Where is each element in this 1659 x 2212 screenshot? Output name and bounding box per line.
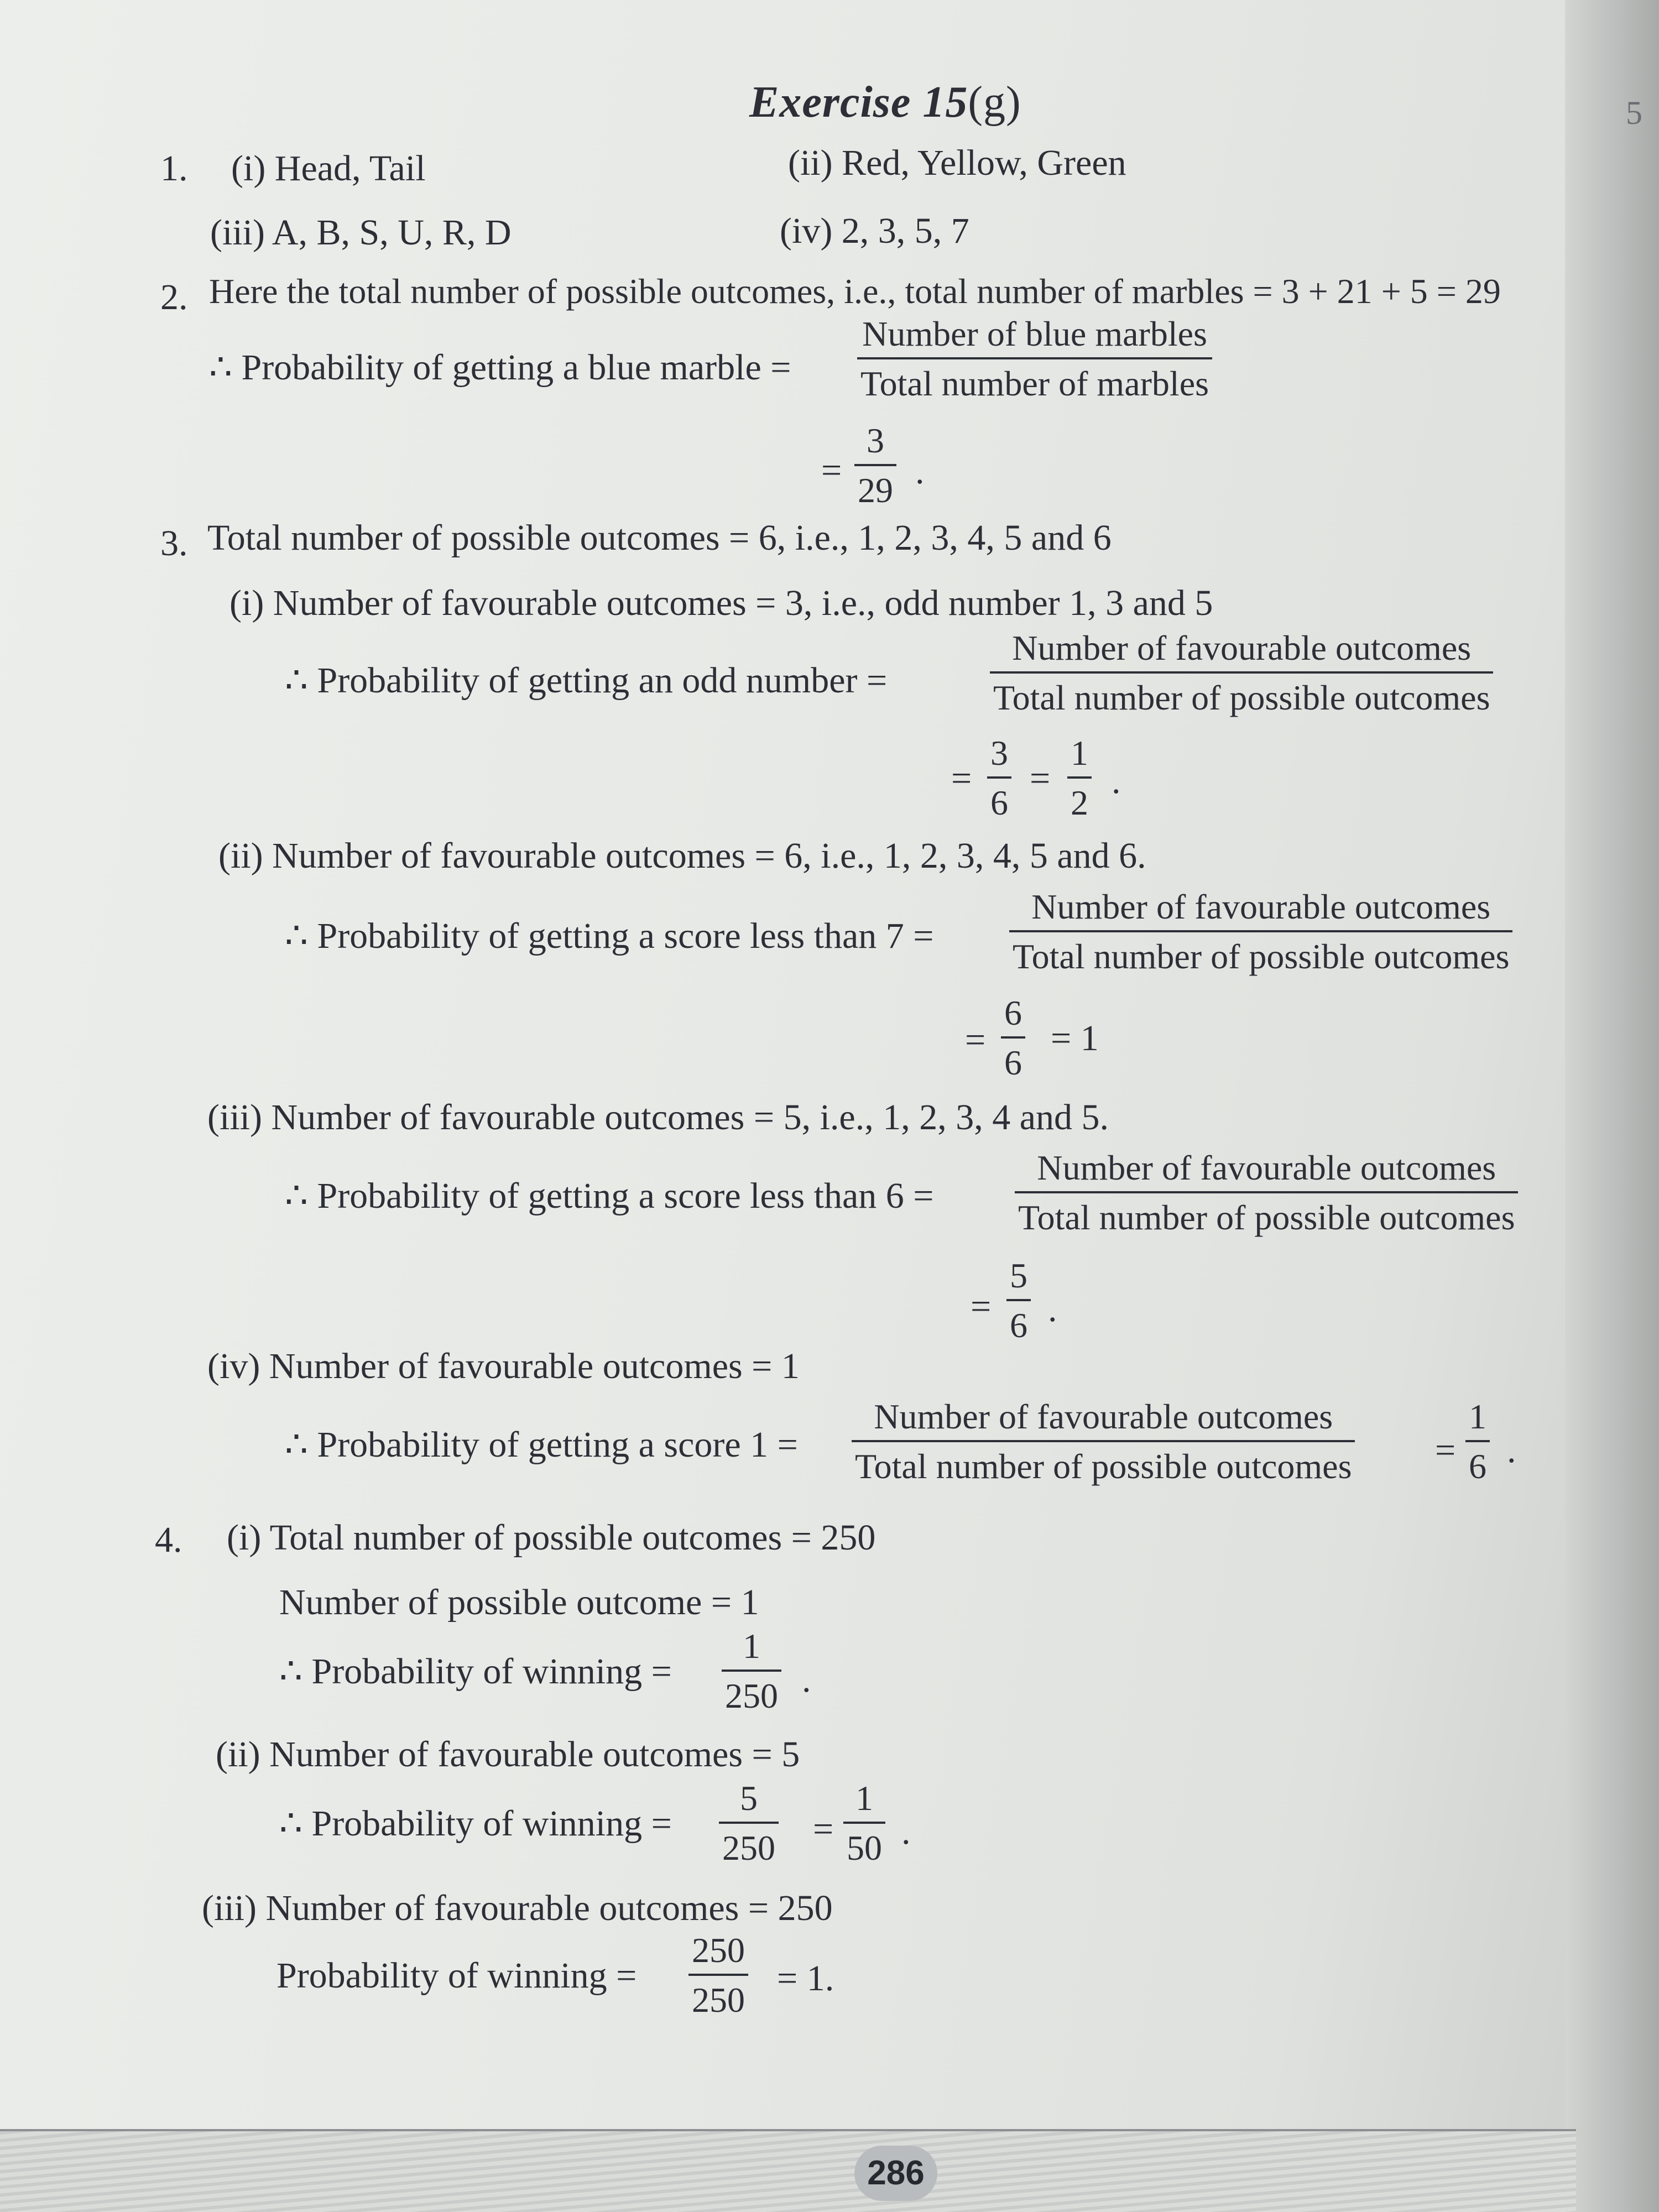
q3-i-fraction-den: Total number of possible outcomes — [993, 678, 1490, 717]
q3-iv-result-den: 6 — [1469, 1447, 1486, 1486]
q4-iii-prob-label: Probability of winning = — [276, 1955, 637, 1996]
q3-i-result1-num: 3 — [990, 733, 1008, 773]
q3-ii-result-end: = 1 — [1051, 1018, 1099, 1058]
q4-ii-period: . — [901, 1812, 911, 1852]
q4-ii-line: (ii) Number of favourable outcomes = 5 — [216, 1734, 800, 1775]
q3-iv-result-num: 1 — [1469, 1397, 1486, 1436]
q2-fraction-blue-den: Total number of marbles — [860, 364, 1209, 403]
q3-i-result1 — [987, 735, 1011, 821]
q3-number: 3. — [160, 523, 188, 564]
q3-line1: Total number of possible outcomes = 6, i.e., 1, 2, 3, 4, 5 and 6 — [207, 518, 1112, 558]
q2-period: . — [915, 451, 925, 492]
q3-iii-prob-label: ∴ Probability of getting a score less than 6 = — [285, 1176, 934, 1216]
q4-ii-num2: 1 — [855, 1778, 873, 1818]
q3-ii-fraction-num: Number of favourable outcomes — [1031, 887, 1491, 926]
q3-iv-fraction-den: Total number of possible outcomes — [855, 1447, 1352, 1486]
q3-i-fraction-num: Number of favourable outcomes — [1012, 628, 1472, 667]
q3-ii-prob-label: ∴ Probability of getting a score less than 7 = — [285, 916, 934, 956]
q3-iv-fraction-num: Number of favourable outcomes — [874, 1397, 1333, 1436]
q2-fraction-blue-num: Number of blue marbles — [862, 314, 1207, 353]
q4-iii-result-end: = 1. — [777, 1958, 834, 1999]
q3-iv-line: (iv) Number of favourable outcomes = 1 — [207, 1346, 800, 1386]
q1-number: 1. — [160, 148, 188, 189]
q4-ii-fraction1 — [719, 1778, 779, 1867]
q1-part-i: (i) Head, Tail — [231, 148, 426, 189]
q3-iv-eq: = — [1435, 1430, 1456, 1470]
edge-page-number: 5 — [1626, 95, 1642, 131]
q3-iii-period: . — [1048, 1289, 1057, 1329]
q4-ii-den1: 250 — [722, 1828, 775, 1867]
q2-result-den: 29 — [858, 471, 893, 510]
q2-number: 2. — [160, 277, 188, 317]
q3-i-fraction — [990, 630, 1493, 716]
exercise-title — [749, 78, 1021, 127]
q1-part-iv: (iv) 2, 3, 5, 7 — [780, 211, 969, 251]
next-page-edge — [1565, 0, 1659, 2212]
q3-ii-fraction — [1009, 889, 1512, 974]
q4-iii-line: (iii) Number of favourable outcomes = 250 — [202, 1888, 833, 1928]
q2-fraction-result — [854, 423, 896, 508]
q2-result-num: 3 — [867, 421, 884, 460]
q3-i-result1-den: 6 — [990, 783, 1008, 822]
page-footer-band — [0, 2129, 1576, 2212]
q3-i-line: (i) Number of favourable outcomes = 3, i.e., odd number 1, 3 and 5 — [229, 583, 1213, 623]
q2-eq-sign: = — [821, 450, 842, 491]
q3-iv-period: . — [1507, 1430, 1516, 1470]
q4-i-prob-label: ∴ Probability of winning = — [279, 1651, 672, 1692]
exercise-title-main: Exercise 15 — [749, 78, 968, 127]
q4-i-period: . — [802, 1660, 811, 1700]
q3-i-result2-den: 2 — [1071, 783, 1088, 822]
q4-ii-eq: = — [813, 1809, 834, 1849]
q3-i-eq2: = — [1030, 758, 1051, 799]
q3-ii-result-den: 6 — [1004, 1043, 1022, 1082]
q3-ii-fraction-den: Total number of possible outcomes — [1013, 937, 1510, 976]
q3-i-eq1: = — [951, 758, 972, 799]
exercise-title-paren: (g) — [968, 78, 1021, 127]
q1-part-iii: (iii) A, B, S, U, R, D — [210, 212, 512, 253]
q3-iii-fraction-num: Number of favourable outcomes — [1037, 1148, 1496, 1187]
q3-iii-line: (iii) Number of favourable outcomes = 5, i.e., 1, 2, 3, 4 and 5. — [207, 1097, 1109, 1138]
q1-part-ii: (ii) Red, Yellow, Green — [788, 143, 1126, 183]
q3-iii-result-den: 6 — [1010, 1306, 1027, 1345]
q4-i-fraction — [722, 1626, 781, 1715]
q4-i-line: (i) Total number of possible outcomes = 250 — [227, 1517, 876, 1558]
q4-i-num: 1 — [743, 1626, 760, 1666]
q3-iii-result — [1006, 1258, 1031, 1343]
q2-fraction-blue — [857, 316, 1212, 401]
q3-iii-eq: = — [971, 1286, 992, 1327]
q3-i-result2 — [1067, 735, 1092, 821]
q4-iii-den: 250 — [692, 1980, 745, 2020]
q2-line1: Here the total number of possible outcomes, i.e., total number of marbles = 3 + 21 + 5 = 29 — [209, 272, 1501, 311]
q3-i-period: . — [1112, 761, 1121, 801]
q3-iv-fraction — [852, 1399, 1355, 1484]
q3-ii-result — [1001, 995, 1025, 1081]
q3-iii-result-num: 5 — [1010, 1256, 1027, 1295]
q3-ii-result-num: 6 — [1004, 993, 1022, 1032]
q2-prob-label: ∴ Probability of getting a blue marble = — [209, 347, 791, 388]
q3-i-result2-num: 1 — [1071, 733, 1088, 773]
q4-ii-fraction2 — [843, 1778, 885, 1867]
q3-i-prob-label: ∴ Probability of getting an odd number = — [285, 660, 888, 701]
q4-ii-den2: 50 — [847, 1828, 882, 1867]
page-number: 286 — [854, 2146, 937, 2201]
q4-ii-num1: 5 — [740, 1778, 758, 1818]
q4-iii-fraction — [688, 1933, 748, 2018]
q3-iv-prob-label: ∴ Probability of getting a score 1 = — [285, 1425, 798, 1465]
q4-iii-num: 250 — [692, 1931, 745, 1970]
q4-i-line2: Number of possible outcome = 1 — [279, 1582, 759, 1623]
q3-ii-line: (ii) Number of favourable outcomes = 6, i.e., 1, 2, 3, 4, 5 and 6. — [218, 836, 1146, 876]
q4-number: 4. — [155, 1520, 182, 1560]
q4-i-den: 250 — [725, 1676, 778, 1715]
q3-iii-fraction-den: Total number of possible outcomes — [1018, 1198, 1515, 1237]
q3-ii-eq: = — [965, 1020, 986, 1060]
q3-iv-result — [1465, 1399, 1490, 1484]
q4-ii-prob-label: ∴ Probability of winning = — [279, 1803, 672, 1844]
q3-iii-fraction — [1015, 1150, 1518, 1235]
